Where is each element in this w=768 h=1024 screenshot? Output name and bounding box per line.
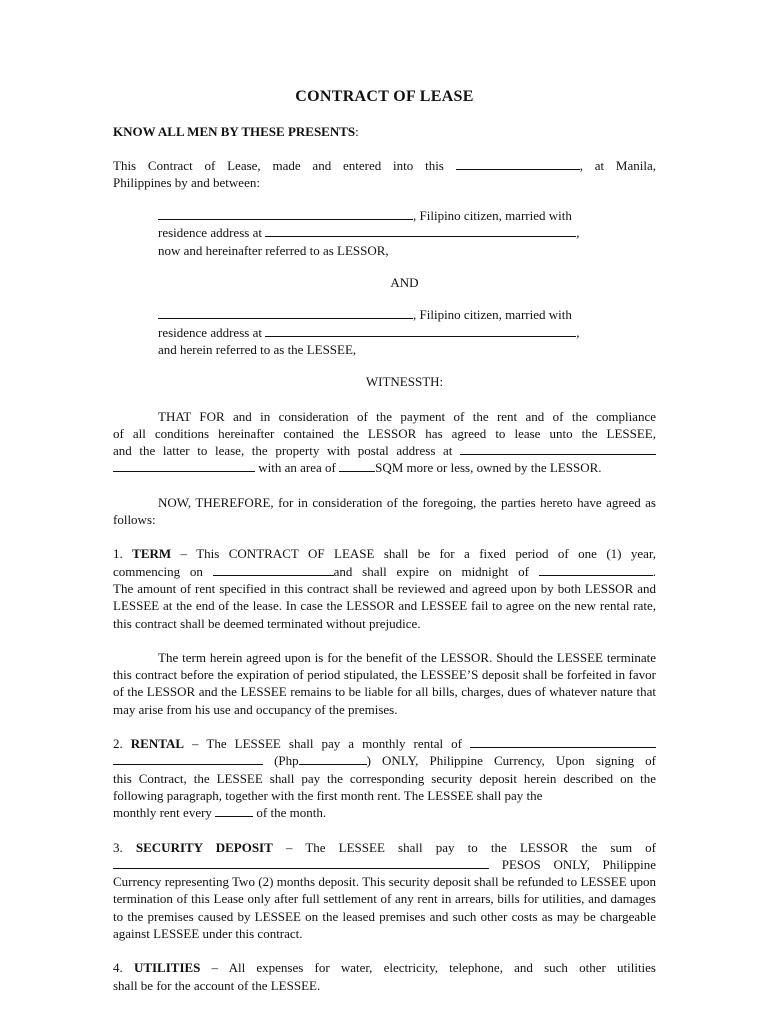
document-title: CONTRACT OF LEASE xyxy=(295,88,474,105)
consideration-line-4: with an area of SQM more or less, owned by the LESSOR. xyxy=(113,459,656,476)
consideration-line-3: and the latter to lease, the property with postal address at xyxy=(113,442,656,459)
rental-rest-2: monthly rent every of the month. xyxy=(113,805,327,821)
lessor-address-blank xyxy=(265,224,576,237)
area-blank xyxy=(339,459,375,472)
rental-line-1: 2. RENTAL – The LESSEE shall pay a monthly rental of xyxy=(113,735,656,752)
term-rest: The amount of rent specified in this contract shall be reviewed and agreed upon by both LESSOR and LESSEE at the end of the lease. In case the LESSOR and LESSEE fail to agree on the new rental rate, this contract shall be deemed terminated without prejudice. xyxy=(113,580,656,631)
lessor-line-1: , Filipino citizen, married with xyxy=(158,207,603,224)
lessor-line-2: residence address at , xyxy=(158,225,580,241)
lessee-line-3: and herein referred to as the LESSEE, xyxy=(158,341,357,357)
lessee-line-2: residence address at , xyxy=(158,324,580,340)
utilities-line-2: shall be for the account of the LESSEE. xyxy=(113,977,321,993)
lessor-line-3: now and hereinafter referred to as LESSOR, xyxy=(158,242,389,258)
and-separator: AND xyxy=(390,275,419,291)
rental-rest-1: this Contract, the LESSEE shall pay the corresponding security deposit herein described on the following paragraph, together with the first month rent. The LESSEE shall pay the xyxy=(113,770,656,803)
rental-words-blank xyxy=(113,752,263,765)
opening-line-1: This Contract of Lease, made and entered into this , at Manila, xyxy=(113,157,656,173)
deposit-amount-blank xyxy=(113,856,489,869)
contract-page xyxy=(113,88,656,994)
lessor-block xyxy=(158,207,603,259)
utilities-line-1: 4. UTILITIES – All expenses for water, electricity, telephone, and such other utilities xyxy=(113,960,656,976)
rent-day-blank xyxy=(215,804,253,817)
lessee-address-blank xyxy=(265,324,576,337)
start-date-blank xyxy=(213,563,334,576)
consideration-line-1: THAT FOR and in consideration of the payment of the rent and of the compliance xyxy=(158,408,656,424)
rental-heading: RENTAL xyxy=(130,736,185,752)
lessee-block xyxy=(158,306,603,358)
utilities-heading: UTILITIES xyxy=(133,960,201,976)
deposit-line-1: 3. SECURITY DEPOSIT – The LESSEE shall pay to the LESSOR the sum of xyxy=(113,839,657,855)
therefore-paragraph: NOW, THEREFORE, for in consideration of the foregoing, the parties hereto have agreed as follows: xyxy=(113,494,656,528)
rental-php-blank xyxy=(299,752,367,765)
term-line-2: commencing on and shall expire on midnight of . xyxy=(113,563,656,579)
postal-address-blank-2 xyxy=(113,459,255,472)
postal-address-blank xyxy=(460,442,656,455)
intro-colon: : xyxy=(355,124,359,140)
rental-amount-blank xyxy=(470,735,656,748)
lessee-name-blank xyxy=(158,306,413,319)
lessee-line-1: , Filipino citizen, married with xyxy=(158,306,603,323)
term-benefit-paragraph: The term herein agreed upon is for the benefit of the LESSOR. Should the LESSEE terminate this contract before the expiration of period stipulated, the LESSEE’S deposit shall be forfeited in favor of the LESSOR and the LESSEE remains to be liable for all bills, charges, dues of whatever nature that may arise from his use and occupancy of the premises. xyxy=(113,649,656,717)
opening-line-2: Philippines by and between: xyxy=(113,174,260,190)
intro-heading: KNOW ALL MEN BY THESE PRESENTS xyxy=(113,124,356,140)
deposit-rest: Currency representing Two (2) months deposit. This security deposit shall be refunded to LESSEE upon termination of this Lease only after full settlement of any rent in arrears, bills for utilities, and damages to the premises caused by LESSEE on the leased premises and such other costs as may be chargeable against LESSEE under this contract. xyxy=(113,874,656,941)
consideration-line-2: of all conditions hereinafter contained the LESSOR has agreed to lease unto the LESSEE, xyxy=(113,425,656,441)
lessor-name-blank xyxy=(158,207,413,220)
intro-line xyxy=(113,123,656,140)
term-heading: TERM xyxy=(132,546,172,562)
witnesseth-heading: WITNESSTH: xyxy=(365,374,444,390)
deposit-line-2: PESOS ONLY, Philippine xyxy=(113,856,656,873)
deposit-heading: SECURITY DEPOSIT xyxy=(135,839,273,855)
end-date-blank xyxy=(539,563,653,576)
date-blank xyxy=(456,157,580,170)
rental-line-2: (Php ) ONLY, Philippine Currency, Upon signing of xyxy=(113,752,656,769)
term-line-1: 1. TERM – This CONTRACT OF LEASE shall be for a fixed period of one (1) year, xyxy=(113,546,657,562)
